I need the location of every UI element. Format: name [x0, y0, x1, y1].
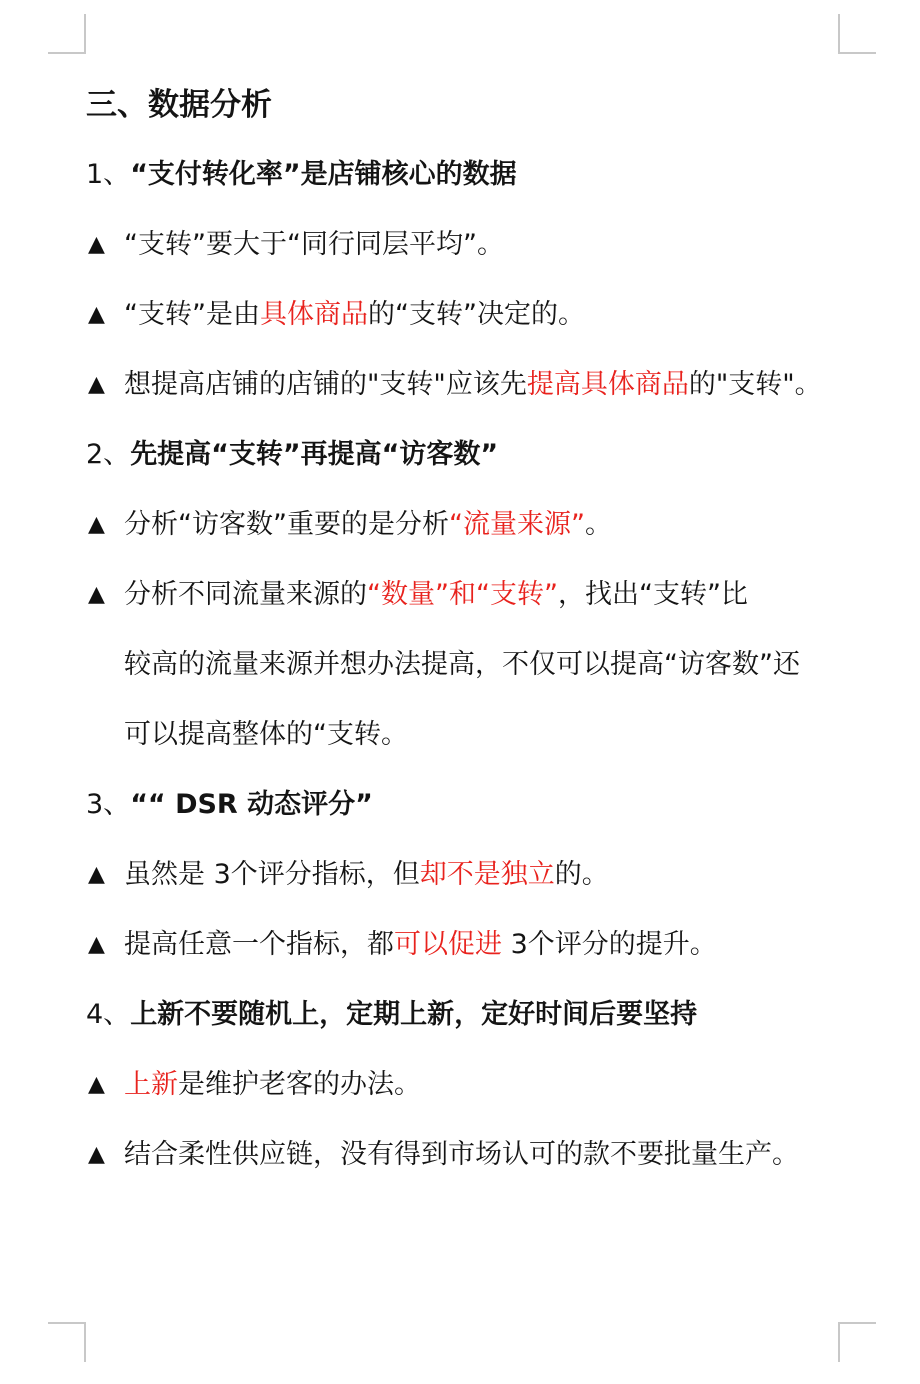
bullet-item — [86, 210, 846, 280]
highlight-text: “数量”和“支转” — [367, 579, 558, 610]
triangle-bullet-icon: ▲ — [88, 232, 105, 257]
heading-number: 3、 — [86, 789, 131, 820]
bullet-text: 分析不同流量来源的 — [124, 579, 367, 610]
bullet-text: 提高任意一个指标，都 — [124, 929, 394, 960]
bullet-text: “支转”是由 — [124, 299, 260, 330]
bullet-item — [86, 1050, 846, 1120]
crop-mark-top-right — [838, 14, 876, 54]
heading-text: 先提高“支转”再提高“访客数” — [130, 439, 499, 470]
heading-1 — [86, 140, 846, 210]
bullet-item — [86, 280, 846, 350]
highlight-text: “流量来源” — [448, 509, 585, 540]
highlight-text: 提高具体商品 — [526, 369, 689, 400]
triangle-bullet-icon: ▲ — [88, 1072, 105, 1097]
bullet-text: 3个评分的提升。 — [502, 929, 717, 960]
highlight-text: 可以促进 — [394, 929, 502, 960]
bullet-continuation: 较高的流量来源并想办法提高，不仅可以提高“访客数”还 — [124, 649, 800, 680]
triangle-bullet-icon: ▲ — [88, 932, 105, 957]
bullet-text: 的“支转”决定的。 — [367, 299, 585, 330]
bullet-text: 分析“访客数”重要的是分析 — [124, 509, 449, 540]
crop-mark-top-left — [48, 14, 86, 54]
bullet-item — [86, 560, 846, 630]
crop-mark-bottom-right — [838, 1322, 876, 1362]
document-body — [86, 70, 846, 1190]
heading-text: “支付转化率”是店铺核心的数据 — [130, 159, 517, 190]
heading-2 — [86, 420, 846, 490]
heading-text: ““ DSR 动态评分” — [130, 789, 373, 820]
bullet-text: 的"支转"。 — [688, 369, 822, 400]
highlight-text: 却不是独立 — [419, 859, 555, 890]
heading-number: 4、 — [86, 999, 131, 1030]
heading-number: 1、 — [86, 159, 131, 190]
bullet-item — [86, 350, 846, 420]
triangle-bullet-icon: ▲ — [88, 582, 105, 607]
bullet-text: 。 — [584, 509, 612, 540]
heading-text: 上新不要随机上，定期上新，定好时间后要坚持 — [130, 999, 698, 1030]
highlight-text: 上新 — [124, 1069, 178, 1100]
triangle-bullet-icon: ▲ — [88, 302, 105, 327]
bullet-text: 是维护老客的办法。 — [178, 1069, 421, 1100]
highlight-text: 具体商品 — [259, 299, 368, 330]
bullet-text: 结合柔性供应链，没有得到市场认可的款不要批量生产。 — [124, 1139, 799, 1170]
bullet-text: 想提高店铺的店铺的"支转"应该先 — [124, 369, 527, 400]
crop-mark-bottom-left — [48, 1322, 86, 1362]
bullet-text: 虽然是 3个评分指标，但 — [124, 859, 420, 890]
triangle-bullet-icon: ▲ — [88, 862, 105, 887]
bullet-text: “支转”要大于“同行同层平均”。 — [124, 229, 504, 260]
heading-3 — [86, 770, 846, 840]
heading-4 — [86, 980, 846, 1050]
bullet-text: ，找出“支转”比 — [557, 579, 748, 610]
bullet-item — [86, 910, 846, 980]
bullet-text: 的。 — [554, 859, 609, 890]
bullet-item — [86, 1120, 846, 1190]
triangle-bullet-icon: ▲ — [88, 512, 105, 537]
heading-number: 2、 — [86, 439, 131, 470]
bullet-item — [86, 490, 846, 560]
triangle-bullet-icon: ▲ — [88, 372, 105, 397]
triangle-bullet-icon: ▲ — [88, 1142, 105, 1167]
bullet-item — [86, 840, 846, 910]
section-title: 三、数据分析 — [86, 87, 272, 123]
bullet-continuation: 可以提高整体的“支转。 — [124, 719, 408, 750]
